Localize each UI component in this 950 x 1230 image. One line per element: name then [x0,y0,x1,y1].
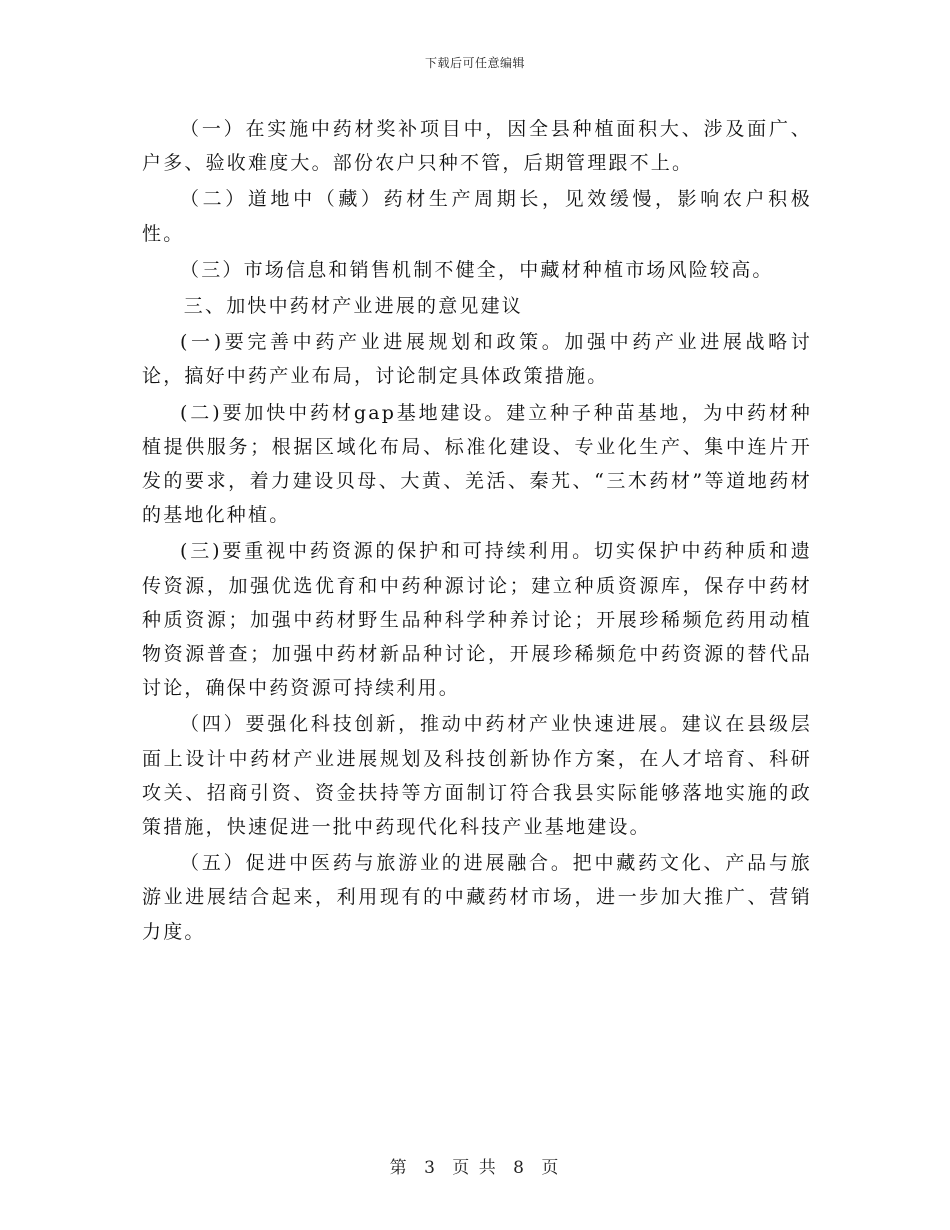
footer-suffix: 页 [541,1158,561,1178]
section-heading-suggestions: 三、加快中药材产业进展的意见建议 [183,295,523,318]
footer-middle: 页 共 [452,1158,498,1178]
paragraph-issue-1: （一）在实施中药材奖补项目中，因全县种植面积大、涉及面广、户多、验收难度大。部份农户只种不管，后期管理跟不上。 [142,118,812,175]
page-header: 下载后可任意编辑 [424,56,525,70]
document-body [142,112,812,951]
paragraph-suggestion-5: （五）促进中医药与旅游业的进展融合。把中藏药文化、产品与旅游业进展结合起来，利用现有的中藏药材市场，进一步加大推广、营销力度。 [142,852,812,943]
paragraph-issue-3: （三）市场信息和销售机制不健全，中藏材种植市场风险较高。 [180,258,774,281]
footer-prefix: 第 [389,1158,409,1178]
paragraph-suggestion-4: （四）要强化科技创新，推动中药材产业快速进展。建议在县级层面上设计中药材产业进展规划及科技创新协作方案，在人才培育、科研攻关、招商引资、资金扶持等方面制订符合我县实际能够落地实施的政策措施，快速促进一批中药现代化科技产业基地建设。 [142,713,812,839]
footer-page-number: 3 [424,1158,437,1178]
paragraph-suggestion-3: (三)要重视中药资源的保护和可持续利用。切实保护中药种质和遗传资源，加强优选优育和中药种源讨论；建立种质资源库，保存中药材种质资源；加强中药材野生品种科学种养讨论；开展珍稀频危药用动植物资源普查；加强中药材新品种讨论，开展珍稀频危中药资源的替代品讨论，确保中药资源可持续利用。 [142,540,812,700]
footer-total-pages: 8 [513,1158,526,1178]
paragraph-suggestion-1: (一)要完善中药产业进展规划和政策。加强中药产业进展战略讨论，搞好中药产业布局，讨论制定具体政策措施。 [142,331,812,388]
paragraph-issue-2: （二）道地中（藏）药材生产周期长，见效缓慢，影响农户积极性。 [142,188,812,245]
page-footer [0,1153,950,1178]
paragraph-suggestion-2: (二)要加快中药材gap基地建设。建立种子种苗基地，为中药材种植提供服务；根据区域化布局、标准化建设、专业化生产、集中连片开发的要求，着力建设贝母、大黄、羌活、秦艽、“三木药材”等道地药材的基地化种植。 [142,401,812,527]
